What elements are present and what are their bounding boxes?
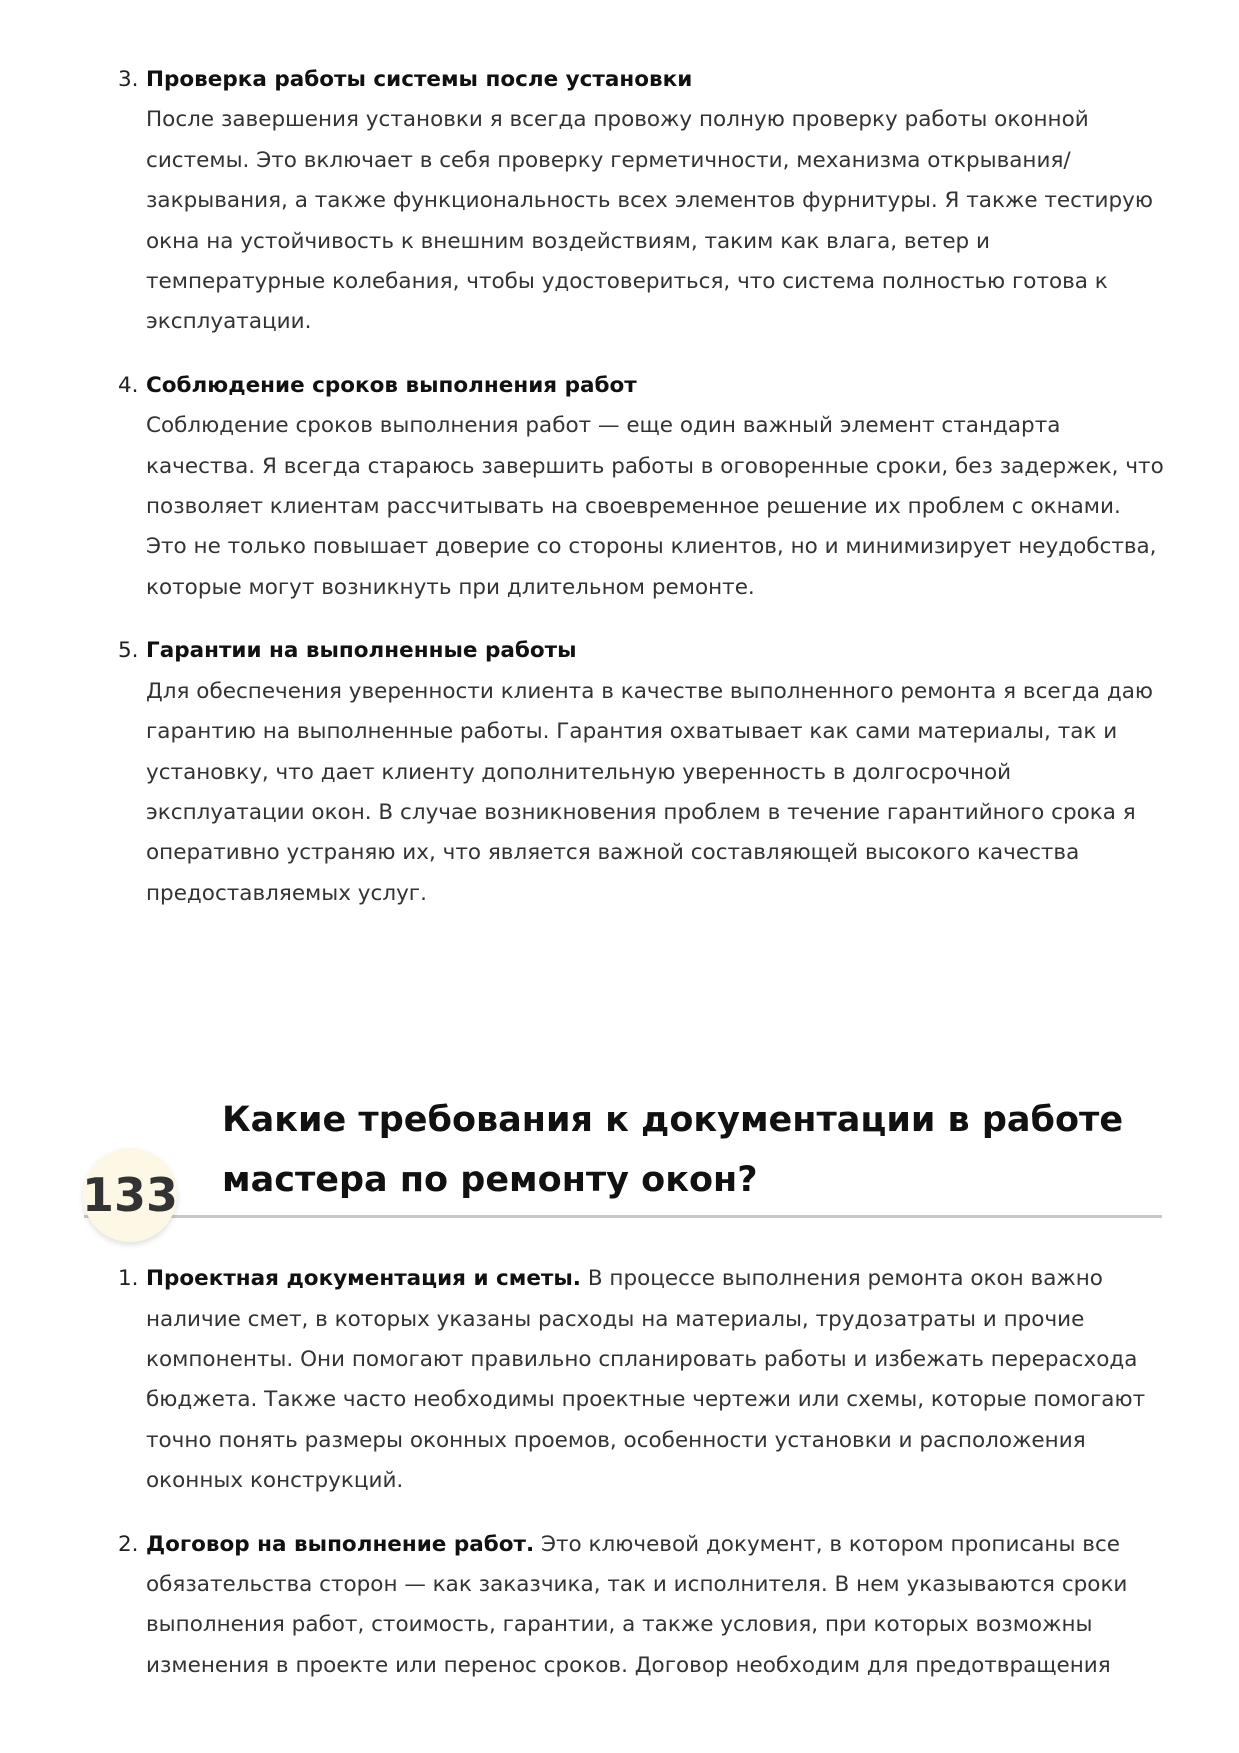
item-body: После завершения установки я всегда провожу полную проверку работы оконной системы. Это включает в себя проверку герметичности, механизма открывания/закрывания, а также функциональность всех элементов фурнитуры. Я также тестирую окна на устойчивость к внешним воздействиям, таким как влага, ветер и температурные колебания, чтобы удостовериться, что система полностью готова к эксплуатации. xyxy=(146,107,1153,335)
item-title: Проверка работы системы после установки xyxy=(146,67,693,92)
list-item xyxy=(0,60,1166,343)
item-body: Соблюдение сроков выполнения работ — еще один важный элемент стандарта качества. Я всегда стараюсь завершить работы в оговоренные сроки, без задержек, что позволяет клиентам рассчитывать на своевременное решение их проблем с окнами. Это не только повышает доверие со стороны клиентов, но и минимизирует неудобства, которые могут возникнуть при длительном ремонте. xyxy=(146,413,1164,600)
list-item xyxy=(0,631,1166,914)
list-item xyxy=(0,366,1166,608)
item-title: Соблюдение сроков выполнения работ xyxy=(146,372,637,398)
document-page xyxy=(0,60,1239,1709)
item-body: Для обеспечения уверенности клиента в качестве выполненного ремонта я всегда даю гарантию на выполненные работы. Гарантия охватывает как сами материалы, так и установку, что дает клиенту дополнительную уверенность в долгосрочной эксплуатации окон. В случае возникновения проблем в течение гарантийного срока я оперативно устраняю их, что является важной составляющей высокого качества предоставляемых услуг. xyxy=(146,678,1153,906)
item-number: 4. xyxy=(118,372,139,398)
section-title: Какие требования к документации в работе мастера по ремонту окон? xyxy=(222,1100,1124,1201)
list-item xyxy=(0,1525,1166,1687)
item-number: 3. xyxy=(118,67,139,92)
item-title: Проектная документация и сметы. xyxy=(146,1266,581,1292)
list-item xyxy=(0,1259,1166,1501)
documentation-requirements-list xyxy=(0,1259,1239,1686)
item-title: Договор на выполнение работ. xyxy=(146,1531,535,1557)
item-title: Гарантии на выполненные работы xyxy=(146,638,577,664)
item-number: 1. xyxy=(118,1266,139,1292)
quality-standards-list xyxy=(0,60,1239,914)
item-number: 2. xyxy=(118,1531,139,1557)
section-number-badge: 133 xyxy=(83,1148,177,1242)
section-header xyxy=(81,1090,1162,1223)
item-body: Это ключевой документ, в котором прописаны все обязательства сторон — как заказчика, так и исполнителя. В нем указываются сроки выполнения работ, стоимость, гарантии, а также условия, при которых возможны изменения в проекте или перенос сроков. Договор необходим для предотвращения xyxy=(146,1531,1128,1678)
item-number: 5. xyxy=(118,638,139,664)
item-body: В процессе выполнения ремонта окон важно наличие смет, в которых указаны расходы на материалы, трудозатраты и прочие компоненты. Они помогают правильно спланировать работы и избежать перерасхода бюджета. Также часто необходимы проектные чертежи или схемы, которые помогают точно понять размеры оконных проемов, особенности установки и расположения оконных конструкций. xyxy=(146,1266,1146,1494)
